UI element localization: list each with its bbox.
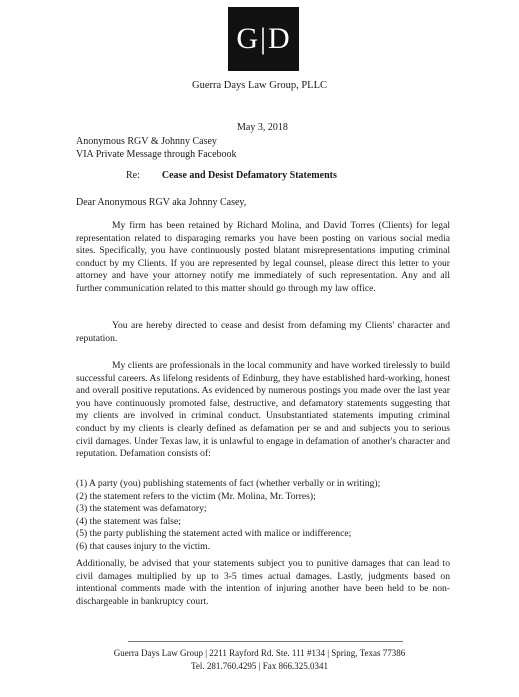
subject-label: Re: [126, 170, 140, 181]
paragraph-retained: My firm has been retained by Richard Molina, and David Torres (Clients) for legal representation related to disparaging remarks you have been posting on various social media sites. Specifically, you have continuously posted blatant misrepresentations imputing criminal conduct by my Clients. If you are represented by legal counsel, please direct this letter to your attorney and have your attorney notify me immediately of such representation. Any and all further communication related to this matter should go through my law office. [76, 220, 450, 294]
subject-line [126, 170, 337, 181]
defamation-elements-list [76, 478, 450, 554]
paragraph-reputation: My clients are professionals in the local community and have worked tirelessly to build successful careers. As lifelong residents of Edinburg, they have established hard-working, honest and overall positive reputations. As evidenced by numerous postings you made over the last year you have continuously promoted false, destructive, and defamatory statements suggesting that my clients are involved in criminal conduct. Unsubstantiated statements imputing criminal conduct by my clients is clearly defined as defamation per se and and subjects you to serious civil damages. Under Texas law, it is unlawful to engage in defamation of another's character and reputation. Defamation consists of: [76, 360, 450, 460]
list-item: (2) the statement refers to the victim (Mr. Molina, Mr. Torres); [76, 490, 316, 502]
list-item: (1) A party (you) publishing statements of fact (whether verbally or in writing); [76, 478, 381, 489]
letter-date: May 3, 2018 [237, 122, 288, 133]
firm-name: Guerra Days Law Group, PLLC [191, 80, 327, 91]
logo-letter-g: G [236, 22, 259, 55]
footer-address: Guerra Days Law Group | 2211 Rayford Rd. Ste. 111 #134 | Spring, Texas 77386 [113, 648, 406, 658]
addressee-line: Anonymous RGV & Johnny Casey [76, 136, 217, 147]
paragraph-damages: Additionally, be advised that your statements subject you to punitive damages that can lead to civil damages multiplied by up to 3-5 times actual damages. Lastly, judgments based on intentional comments made with the intention of injuring another have been held to be non-dischargeable in bankruptcy court. [76, 558, 450, 607]
salutation: Dear Anonymous RGV aka Johnny Casey, [76, 197, 247, 208]
firm-logo [228, 7, 299, 71]
logo-letter-d: D [268, 22, 291, 55]
footer-divider [128, 641, 403, 642]
list-item: (4) the statement was false; [76, 515, 181, 527]
list-item: (6) that causes injury to the victim. [76, 540, 211, 552]
addressee-block [76, 136, 237, 161]
footer-contact: Tel. 281.760.4295 | Fax 866.325.0341 [191, 661, 328, 671]
logo-divider: | [259, 22, 267, 55]
list-item: (5) the party publishing the statement acted with malice or indifference; [76, 528, 352, 540]
list-item: (3) the statement was defamatory; [76, 503, 207, 515]
delivery-method-line: VIA Private Message through Facebook [76, 148, 237, 160]
subject-text: Cease and Desist Defamatory Statements [161, 170, 337, 181]
paragraph-directive: You are hereby directed to cease and desist from defaming my Clients' character and reputation. [76, 320, 450, 344]
